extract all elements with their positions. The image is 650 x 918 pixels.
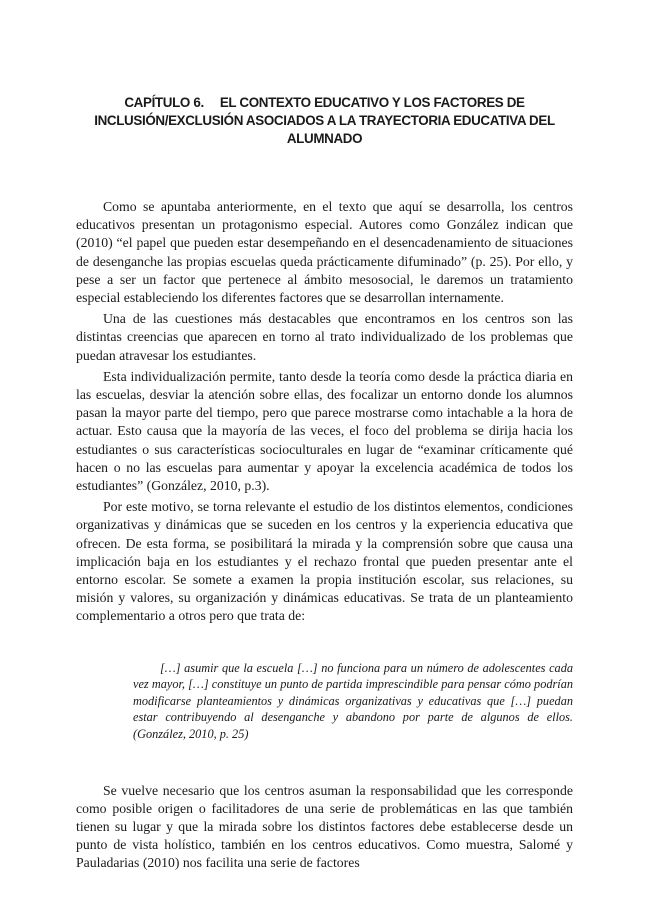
paragraph-1: Como se apuntaba anteriormente, en el texto que aquí se desarrolla, los centros educativos presentan un protagonismo especial. Autores como González indican que (2010) “el papel que pueden estar desempeñando en el desencadenamiento de situaciones de desenganche las propias escuelas queda prácticamente difuminado” (p. 25). Por ello, y pese a ser un factor que pertenece al ámbito mesosocial, le daremos un tratamiento especial estableciendo los diferentes factores que se desarrollan internamente.: [76, 199, 573, 306]
paragraph-4: Por este motivo, se torna relevante el estudio de los distintos elementos, condiciones organizativas y dinámicas que se suceden en los centros y la experiencia educativa que ofrecen. De esta forma, se posibilitará la mirada y la comprensión sobre que causa una implicación baja en los estudiantes y el rechazo frontal que pueden presentar ante el entorno escolar. Se somete a examen la propia institución escolar, sus relaciones, su misión y valores, su organización y dinámicas educativas. Se trata de un planteamiento complementario a otros pero que trata de:: [76, 499, 573, 624]
block-quote: […] asumir que la escuela […] no funciona para un número de adolescentes cada vez mayor, […] constituye un punto de partida imprescindible para pensar cómo podrían modificarse planteamientos y dinámicas organizativas y educativas que […] puedan estar contribuyendo al desenganche y abandono por parte de algunos de ellos. (González, 2010, p. 25): [133, 660, 573, 742]
chapter-title: [76, 94, 573, 148]
body-text: [76, 198, 573, 873]
chapter-title-line-1: [76, 94, 573, 112]
document-page: [76, 94, 573, 876]
paragraph-2: Una de las cuestiones más destacables que encontramos en los centros son las distintas creencias que aparecen en torno al trato individualizado de los problemas que puedan atravesar los estudiantes.: [76, 311, 573, 363]
chapter-title-text-1: EL CONTEXTO EDUCATIVO Y LOS FACTORES DE: [219, 95, 525, 110]
chapter-title-line-3: ALUMNADO: [286, 131, 363, 146]
chapter-label: CAPÍTULO 6.: [124, 95, 204, 110]
chapter-title-line-2: INCLUSIÓN/EXCLUSIÓN ASOCIADOS A LA TRAYECTORIA EDUCATIVA DEL: [94, 113, 555, 128]
paragraph-3: Esta individualización permite, tanto desde la teoría como desde la práctica diaria en las escuelas, desviar la atención sobre ellas, des focalizar un entorno donde los alumnos pasan la mayor parte del tiempo, pero que parece mostrarse como intachable a la hora de actuar. Esto causa que la mayoría de las veces, el foco del problema se dirija hacia los estudiantes o sus características socioculturales en lugar de “examinar críticamente qué hacen o no las escuelas para aumentar y apoyar la excelencia académica de todos los estudiantes” (González, 2010, p.3).: [76, 368, 573, 494]
paragraph-5: Se vuelve necesario que los centros asuman la responsabilidad que les corresponde como posible origen o facilitadores de una serie de problemáticas en las que también tienen su lugar y que la mirada sobre los distintos factores debe establecerse desde un punto de vista holístico, también en los centros educativos. Como muestra, Salomé y Pauladarias (2010) nos facilita una serie de factores: [76, 782, 573, 871]
